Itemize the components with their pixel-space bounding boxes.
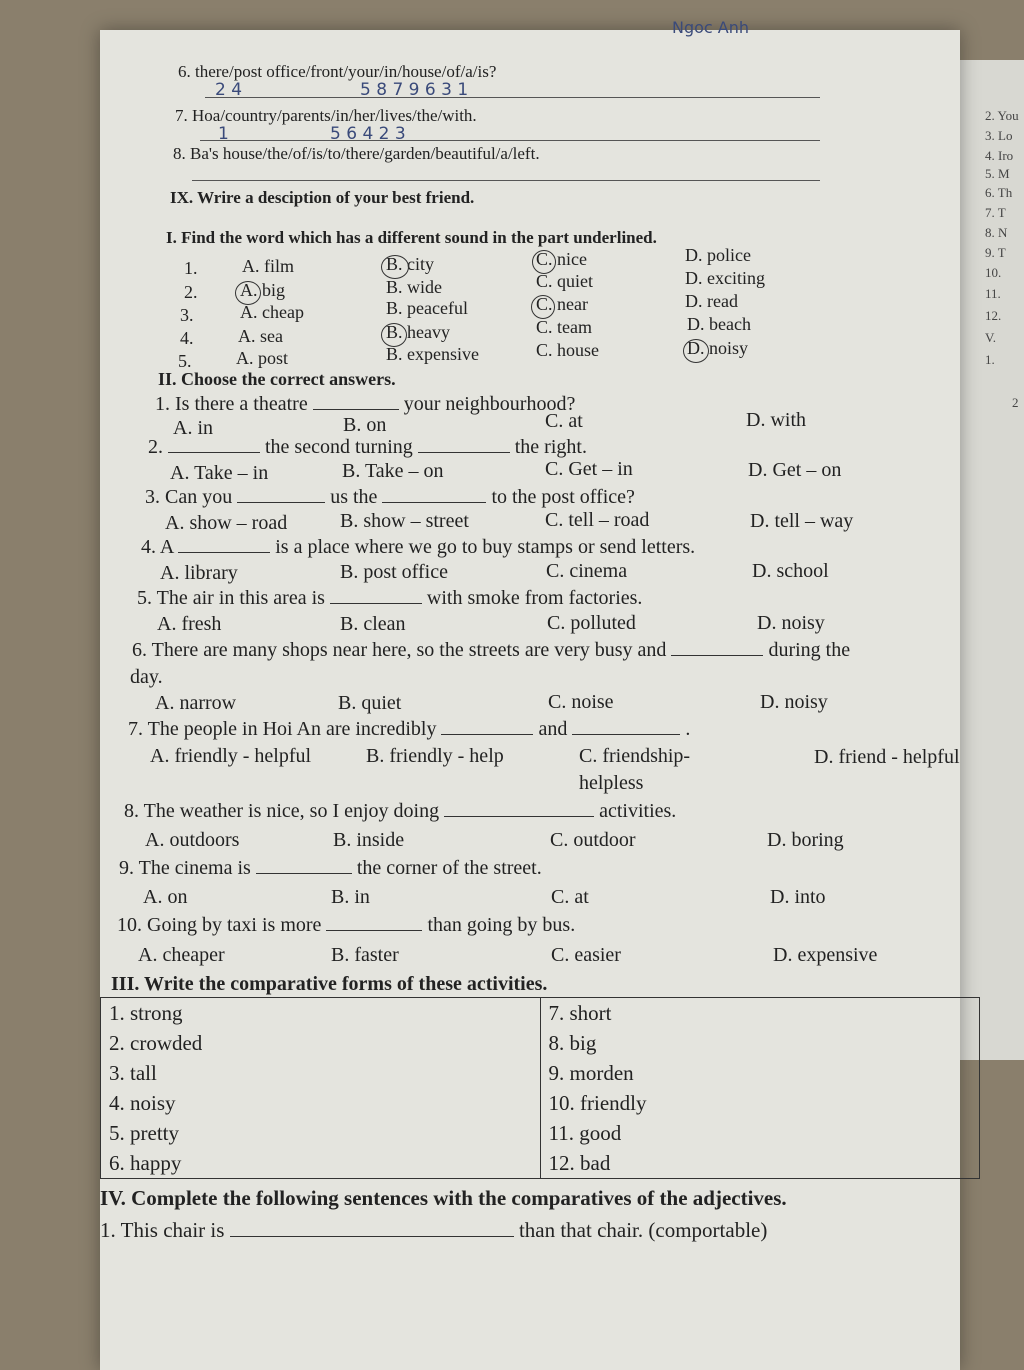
table-cell: 5. pretty — [101, 1118, 541, 1148]
handwritten-name: Ngoc Anh — [672, 18, 750, 37]
answer-circle — [532, 250, 556, 274]
q3-blank — [237, 501, 325, 503]
q3-part: us the — [330, 486, 378, 508]
q4-blank — [178, 551, 270, 553]
q5-option-a: A. fresh — [157, 613, 222, 635]
q1-blank — [313, 408, 399, 410]
q4-text — [141, 536, 695, 559]
q3-option-b: B. show – street — [340, 510, 469, 532]
table-cell: 10. friendly — [540, 1088, 980, 1118]
q4-option-a: A. library — [160, 562, 238, 584]
option-b: B. peaceful — [386, 298, 468, 318]
q1-option-b: B. on — [343, 414, 387, 436]
q7-option-c: C. friendship- — [579, 745, 691, 767]
q3-text — [145, 486, 635, 509]
section-i-title: I. Find the word which has a different sound in the part underlined. — [166, 228, 657, 247]
table-cell: 7. short — [540, 998, 980, 1029]
row-number: 5. — [178, 351, 192, 371]
q8-option-c: C. outdoor — [550, 829, 636, 851]
sec4-q1-part: than that chair. (comportable) — [518, 1218, 768, 1242]
option-b: B. expensive — [386, 344, 479, 364]
sec4-q1-blank — [230, 1235, 514, 1237]
handwritten-mark: 1 — [218, 124, 229, 144]
q5-option-d: D. noisy — [757, 612, 825, 634]
option-a-circled: A. big — [240, 280, 285, 300]
side-text: 2. You — [985, 108, 1019, 123]
sec4-q1-text — [100, 1218, 767, 1243]
option-d-circled: D. noisy — [687, 338, 749, 358]
q8-option-a: A. outdoors — [145, 829, 240, 851]
table-row — [101, 998, 980, 1029]
q7-part: . — [685, 718, 691, 740]
q1-part: 1. Is there a theatre — [155, 393, 308, 415]
q1-option-d: D. with — [746, 409, 806, 431]
q6-option-a: A. narrow — [155, 692, 237, 714]
q4-part: is a place where we go to buy stamps or send letters. — [275, 536, 696, 558]
table-row — [101, 1118, 980, 1148]
table-cell: 1. strong — [101, 998, 541, 1029]
sec4-q1-part: 1. This chair is — [100, 1218, 225, 1242]
q9-blank — [256, 872, 352, 874]
table-row — [101, 1058, 980, 1088]
section-iv-title: IV. Complete the following sentences with the comparatives of the adjectives. — [100, 1186, 787, 1210]
q10-option-c: C. easier — [551, 944, 621, 966]
answer-circle — [381, 255, 409, 279]
q8-text — [124, 800, 676, 823]
table-cell: 3. tall — [101, 1058, 541, 1088]
q5-part: 5. The air in this area is — [137, 587, 325, 609]
handwritten-mark: 5 6 4 2 3 — [330, 124, 406, 144]
q6-part: day. — [130, 666, 163, 688]
table-cell: 4. noisy — [101, 1088, 541, 1118]
side-text: 4. Iro — [985, 148, 1014, 163]
q2-option-a: A. Take – in — [170, 462, 269, 484]
option-c: C. house — [536, 340, 599, 360]
q7-option-c-cont: helpless — [579, 772, 644, 794]
table-cell: 2. crowded — [101, 1028, 541, 1058]
table-row — [101, 1028, 980, 1058]
side-text: 2 — [1012, 395, 1019, 410]
handwritten-mark: 2 4 — [215, 80, 243, 100]
q5-part: with smoke from factories. — [426, 587, 643, 609]
option-d: D. read — [685, 291, 738, 311]
answer-line — [205, 97, 820, 98]
q2-blank — [168, 451, 260, 453]
q3-option-a: A. show – road — [165, 512, 288, 534]
option-b-circled: B. city — [386, 254, 434, 274]
q6-part: during the — [768, 639, 851, 661]
option-d: D. exciting — [685, 268, 765, 288]
comparative-table — [100, 997, 980, 1179]
answer-line — [200, 140, 820, 141]
table-row — [101, 1088, 980, 1118]
q4-option-d: D. school — [752, 560, 829, 582]
q9-option-d: D. into — [770, 886, 826, 908]
row-number: 4. — [180, 328, 194, 348]
option-a: A. sea — [238, 326, 283, 346]
option-c: C. team — [536, 317, 592, 337]
q5-blank — [330, 602, 422, 604]
q3-part: 3. Can you — [145, 486, 233, 508]
q5-option-c: C. polluted — [547, 612, 636, 634]
q6-option-d: D. noisy — [760, 691, 828, 713]
side-text: 12. — [985, 308, 1002, 323]
q2-part: the second turning — [265, 436, 413, 458]
table-cell: 8. big — [540, 1028, 980, 1058]
q6-text — [132, 639, 850, 662]
q1-option-a: A. in — [173, 417, 213, 439]
reorder-item-7: 7. Hoa/country/parents/in/her/lives/the/with. — [175, 106, 477, 125]
q5-option-b: B. clean — [340, 613, 406, 635]
side-text: 10. — [985, 265, 1002, 280]
section-ix-title: IX. Wrire a desciption of your best friend. — [170, 188, 475, 207]
section-ii-title: II. Choose the correct answers. — [158, 369, 396, 389]
answer-circle — [381, 323, 407, 347]
side-text: 7. T — [985, 205, 1006, 220]
q2-option-c: C. Get – in — [545, 458, 633, 480]
table-cell: 6. happy — [101, 1148, 541, 1179]
side-text: 3. Lo — [985, 128, 1013, 143]
table-row — [101, 1148, 980, 1179]
side-text: 6. Th — [985, 185, 1013, 200]
q6-blank — [671, 654, 763, 656]
q7-option-d: D. friend - helpful — [814, 746, 960, 768]
side-text: 11. — [985, 286, 1001, 301]
q2-part: the right. — [514, 436, 587, 458]
q7-part: 7. The people in Hoi An are incredibly — [128, 718, 437, 740]
side-text: 9. T — [985, 245, 1006, 260]
q9-option-c: C. at — [551, 886, 589, 908]
q10-blank — [326, 929, 422, 931]
section-iii-title: III. Write the comparative forms of these activities. — [111, 973, 548, 995]
q1-text — [155, 393, 575, 416]
side-text: 1. — [985, 352, 995, 367]
q4-option-b: B. post office — [340, 561, 448, 583]
q2-option-d: D. Get – on — [748, 459, 842, 481]
q8-part: activities. — [599, 800, 677, 822]
table-cell: 12. bad — [540, 1148, 980, 1179]
q10-option-b: B. faster — [331, 944, 399, 966]
q4-option-c: C. cinema — [546, 560, 628, 582]
option-a: A. film — [242, 256, 294, 276]
q7-part: and — [538, 718, 568, 740]
q3-option-d: D. tell – way — [750, 510, 854, 532]
q9-option-a: A. on — [143, 886, 188, 908]
option-c-circled: C. near — [536, 294, 588, 314]
handwritten-mark: 5 8 7 9 6 3 1 — [360, 80, 469, 100]
q3-blank — [382, 501, 486, 503]
answer-circle — [235, 281, 261, 305]
q2-blank — [418, 451, 510, 453]
option-d: D. beach — [687, 314, 751, 334]
q8-part: 8. The weather is nice, so I enjoy doing — [124, 800, 440, 822]
q7-blank — [572, 733, 680, 735]
option-b: B. wide — [386, 277, 442, 297]
row-number: 3. — [180, 305, 194, 325]
q3-option-c: C. tell – road — [545, 509, 650, 531]
q9-text — [119, 857, 542, 880]
table-cell: 9. morden — [540, 1058, 980, 1088]
option-a: A. post — [236, 348, 289, 368]
side-text: 5. M — [985, 166, 1010, 181]
q10-part: 10. Going by taxi is more — [117, 914, 322, 936]
q7-option-a: A. friendly - helpful — [150, 745, 312, 767]
table-cell: 11. good — [540, 1118, 980, 1148]
q10-text — [117, 914, 575, 937]
q8-option-d: D. boring — [767, 829, 844, 851]
reorder-item-6: 6. there/post office/front/your/in/house/of/a/is? — [178, 62, 497, 81]
q3-part: to the post office? — [491, 486, 635, 508]
side-text: V. — [985, 330, 996, 345]
answer-line — [192, 180, 820, 181]
q9-part: the corner of the street. — [356, 857, 542, 879]
q1-part: your neighbourhood? — [403, 393, 576, 415]
answer-circle — [531, 295, 555, 319]
answer-circle — [683, 339, 709, 363]
q5-text — [137, 587, 642, 610]
option-c-circled: C. nice — [536, 249, 587, 269]
q6-part: 6. There are many shops near here, so the streets are very busy and — [132, 639, 667, 661]
option-a: A. cheap — [240, 302, 304, 322]
side-text: 8. N — [985, 225, 1008, 240]
q7-text — [128, 718, 690, 741]
option-d: D. police — [685, 245, 751, 265]
q2-text — [148, 436, 587, 459]
row-number: 1. — [184, 258, 198, 278]
q4-part: 4. A — [141, 536, 174, 558]
q10-option-d: D. expensive — [773, 944, 878, 966]
q2-part: 2. — [148, 436, 163, 458]
option-b-circled: B. heavy — [386, 322, 450, 342]
reorder-item-8: 8. Ba's house/the/of/is/to/there/garden/beautiful/a/left. — [173, 144, 540, 163]
q10-part: than going by bus. — [427, 914, 576, 936]
q10-option-a: A. cheaper — [138, 944, 225, 966]
q8-blank — [444, 815, 594, 817]
q9-part: 9. The cinema is — [119, 857, 251, 879]
option-c: C. quiet — [536, 271, 593, 291]
q7-option-b: B. friendly - help — [366, 745, 504, 767]
q6-option-b: B. quiet — [338, 692, 402, 714]
q7-blank — [441, 733, 533, 735]
q9-option-b: B. in — [331, 886, 370, 908]
q2-option-b: B. Take – on — [342, 460, 444, 482]
q1-option-c: C. at — [545, 410, 583, 432]
q6-option-c: C. noise — [548, 691, 614, 713]
q8-option-b: B. inside — [333, 829, 405, 851]
row-number: 2. — [184, 282, 198, 302]
